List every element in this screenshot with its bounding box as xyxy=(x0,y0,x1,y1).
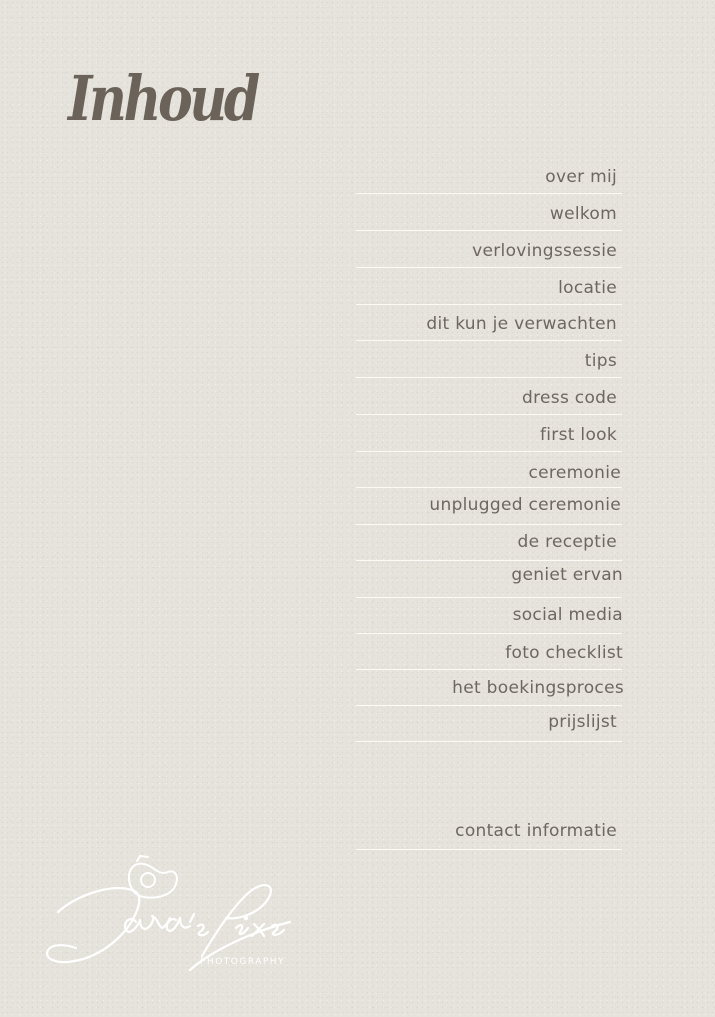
toc-item-label: het boekingsproces xyxy=(452,678,624,698)
toc-item-label: contact informatie xyxy=(455,821,617,841)
brand-logo xyxy=(40,852,302,974)
toc-item-first-look[interactable] xyxy=(356,421,622,452)
toc-item-welkom[interactable] xyxy=(356,200,622,231)
toc-item-het-boekingsproces[interactable] xyxy=(356,675,622,706)
toc-item-label: foto checklist xyxy=(505,643,623,663)
toc-item-label: locatie xyxy=(558,278,617,298)
toc-item-prijslijst[interactable] xyxy=(356,711,622,742)
toc-item-tips[interactable] xyxy=(356,347,622,378)
page-title: Inhoud xyxy=(68,62,257,135)
toc-item-label: dress code xyxy=(522,388,617,408)
toc-item-over-mij[interactable] xyxy=(356,163,622,194)
toc-item-label: welkom xyxy=(549,204,617,224)
toc-item-label: first look xyxy=(540,425,617,445)
toc-item-label: verlovingssessie xyxy=(472,241,617,261)
toc-item-unplugged-ceremonie[interactable] xyxy=(356,494,622,525)
toc-item-label: social media xyxy=(512,605,623,625)
toc-item-geniet-ervan[interactable] xyxy=(356,567,622,598)
toc-item-label: over mij xyxy=(545,167,617,187)
toc-item-label: de receptie xyxy=(517,532,617,552)
toc-item-verlovingssessie[interactable] xyxy=(356,237,622,268)
toc-item-label: dit kun je verwachten xyxy=(426,314,617,334)
toc-item-label: unplugged ceremonie xyxy=(429,495,621,515)
toc-item-locatie[interactable] xyxy=(356,274,622,305)
toc-item-social-media[interactable] xyxy=(356,603,622,634)
toc-item-contact-informatie[interactable] xyxy=(356,819,622,850)
logo-tagline: PHOTOGRAPHY xyxy=(200,957,286,967)
toc-item-foto-checklist[interactable] xyxy=(356,639,622,670)
toc-item-dit-kun-je-verwachten[interactable] xyxy=(356,310,622,341)
toc-item-label: ceremonie xyxy=(528,463,621,483)
toc-item-de-receptie[interactable] xyxy=(356,530,622,561)
toc-item-label: prijslijst xyxy=(548,712,617,732)
toc-item-dress-code[interactable] xyxy=(356,384,622,415)
toc-item-ceremonie[interactable] xyxy=(356,457,622,488)
toc-item-label: geniet ervan xyxy=(511,565,623,585)
toc-item-label: tips xyxy=(584,351,617,371)
